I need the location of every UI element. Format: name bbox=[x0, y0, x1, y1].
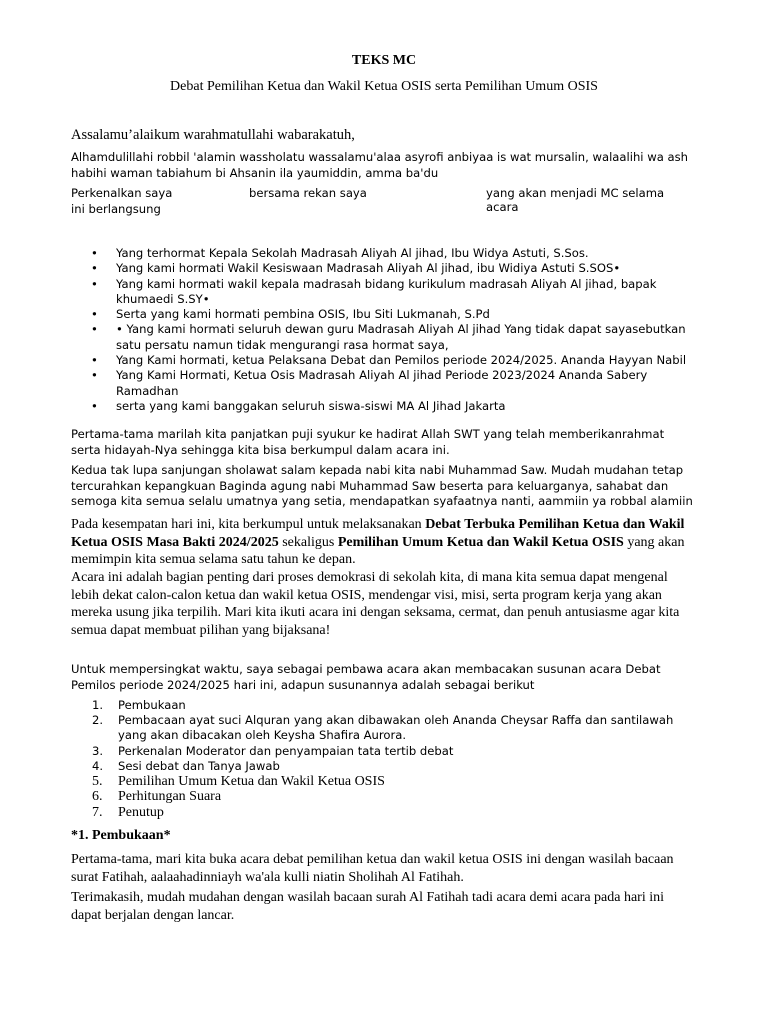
doc-subtitle: Debat Pemilihan Ketua dan Wakil Ketua OSIS serta Pemilihan Umum OSIS bbox=[170, 79, 598, 94]
bullet-icon: • bbox=[91, 261, 98, 276]
list-item: 6. Perhitungan Suara bbox=[92, 789, 222, 805]
list-item: • • Yang kami hormati seluruh dewan guru Madrasah Aliyah Al jihad Yang tidak dapat sayasebutkan satu persatu namun tidak mengurangi rasa hormat saya, bbox=[91, 322, 686, 352]
bullet-icon: • bbox=[91, 246, 98, 260]
bullet-icon: • bbox=[91, 353, 98, 368]
agenda-list bbox=[71, 698, 691, 820]
agenda-intro-paragraph: Untuk mempersingkat waktu, saya sebagai pembawa acara akan membacakan susunan acara Debat Pemilos periode 2024/2025 hari ini, adapun susunannya adalah sebagai berikut bbox=[71, 662, 661, 692]
list-item: • Yang kami hormati wakil kepala madrasah bidang kurikulum madrasah Aliyah Al jihad, bapak khumaedi S.SY• bbox=[91, 276, 657, 306]
fatihah-paragraph: Pertama-tama, mari kita buka acara debat pemilihan ketua dan wakil ketua OSIS ini dengan wasilah bacaan surat Fatihah, aalaahadinniayh wa'ala kulli niatin Sholihah Al Fatihah. bbox=[71, 852, 674, 885]
bullet-icon: • bbox=[91, 398, 98, 413]
bullet-icon: • bbox=[91, 322, 98, 337]
list-item: 4. Sesi debat dan Tanya Jawab bbox=[92, 758, 280, 773]
intro-part-2: bersama rekan saya bbox=[249, 186, 367, 200]
list-item: • Yang Kami hormati, ketua Pelaksana Debat dan Pemilos periode 2024/2025. Ananda Hayyan Nabil bbox=[91, 353, 687, 368]
election-name: Pemilihan Umum Ketua dan Wakil Ketua OSIS bbox=[337, 534, 624, 550]
intro-part-3: yang akan menjadi MC selama acara bbox=[486, 186, 665, 214]
list-item: • Yang terhormat Kepala Sekolah Madrasah Aliyah Al jihad, Ibu Widya Astuti, S.Sos. bbox=[91, 246, 589, 260]
intro-line bbox=[71, 186, 693, 218]
bullet-icon: • bbox=[91, 368, 98, 383]
list-item: 1. Pembukaan bbox=[92, 698, 186, 712]
bullet-icon: • bbox=[91, 307, 98, 322]
intro-part-4: ini berlangsung bbox=[71, 202, 161, 216]
gratitude-paragraph: Pertama-tama marilah kita panjatkan puji syukur ke hadirat Allah SWT yang telah memberikanrahmat serta hidayah-Nya sehingga kita bisa berkumpul dalam acara ini. bbox=[71, 427, 665, 457]
closing-paragraph: Terimakasih, mudah mudahan dengan wasilah bacaan surah Al Fatihah tadi acara demi acara pada hari ini dapat berjalan dengan lancar. bbox=[71, 890, 665, 923]
occasion-paragraph: Pada kesempatan hari ini, kita berkumpul untuk melaksanakan Debat Terbuka Pemilihan Ketua dan Wakil Ketua OSIS Masa Bakti 2024/2025 sekaligus Pemilihan Umum Ketua dan Wakil Ketua OSIS yang akan memimpin kita semua selama satu tahun ke depan. bbox=[71, 517, 685, 567]
doc-title: TEKS MC bbox=[351, 53, 417, 68]
list-item: 3. Perkenalan Moderator dan penyampaian tata tertib debat bbox=[92, 743, 454, 758]
sholawat-paragraph: Kedua tak lupa sanjungan sholawat salam kepada nabi kita nabi Muhammad Saw. Mudah mudahan tetap tercurahkan kepangkuan Baginda agung nabi Muhammad Saw beserta para keluarganya, sahabat dan semoga kita semua selalu umatnya yang setia, mendapatkan syafaatnya nanti, aammiin ya robbal alamiin bbox=[71, 463, 693, 508]
greeting: Assalamu’alaikum warahmatullahi wabarakatuh, bbox=[71, 127, 355, 143]
honorifics-list bbox=[71, 246, 696, 414]
section-heading-pembukaan: *1. Pembukaan* bbox=[71, 828, 171, 843]
opening-paragraph: Alhamdulillahi robbil 'alamin wassholatu wassalamu'alaa asyrofi anbiyaa is wat mursalin, walaalihi wa ash habihi waman tabiahum bi Ahsanin ila yaumiddin, amma ba'du bbox=[71, 150, 688, 180]
list-item: • Serta yang kami hormati pembina OSIS, Ibu Siti Lukmanah, S.Pd bbox=[91, 307, 490, 322]
bullet-icon: • bbox=[91, 276, 98, 291]
list-item: • serta yang kami banggakan seluruh siswa-siswi MA Al Jihad Jakarta bbox=[91, 398, 506, 413]
event-name: Debat Terbuka Pemilihan Ketua dan Wakil Ketua OSIS Masa Bakti 2024/2025 bbox=[71, 517, 685, 550]
list-item: • Yang kami hormati Wakil Kesiswaan Madrasah Aliyah Al jihad, ibu Widiya Astuti S.SOS• bbox=[91, 261, 621, 276]
democracy-paragraph: Acara ini adalah bagian penting dari proses demokrasi di sekolah kita, di mana kita semua dapat mengenal lebih dekat calon-calon ketua dan wakil ketua OSIS, mendengar visi, misi, serta program kerja yang akan mereka usung jika terpilih. Mari kita ikuti acara ini dengan seksama, cermat, dan penuh antusiasme agar kita semua dapat membuat pilihan yang bijaksana! bbox=[71, 570, 680, 638]
intro-part-1: Perkenalkan saya bbox=[71, 186, 173, 200]
list-item: 2. Pembacaan ayat suci Alquran yang akan dibawakan oleh Ananda Cheysar Raffa dan santilawah yang akan dibacakan oleh Keysha Shafira Aurora. bbox=[92, 713, 674, 743]
list-item: 5. Pemilihan Umum Ketua dan Wakil Ketua OSIS bbox=[92, 774, 385, 790]
list-item: 7. Penutup bbox=[92, 804, 164, 820]
list-item: • Yang Kami Hormati, Ketua Osis Madrasah Aliyah Al jihad Periode 2023/2024 Ananda Sabery Ramadhan bbox=[91, 368, 648, 398]
